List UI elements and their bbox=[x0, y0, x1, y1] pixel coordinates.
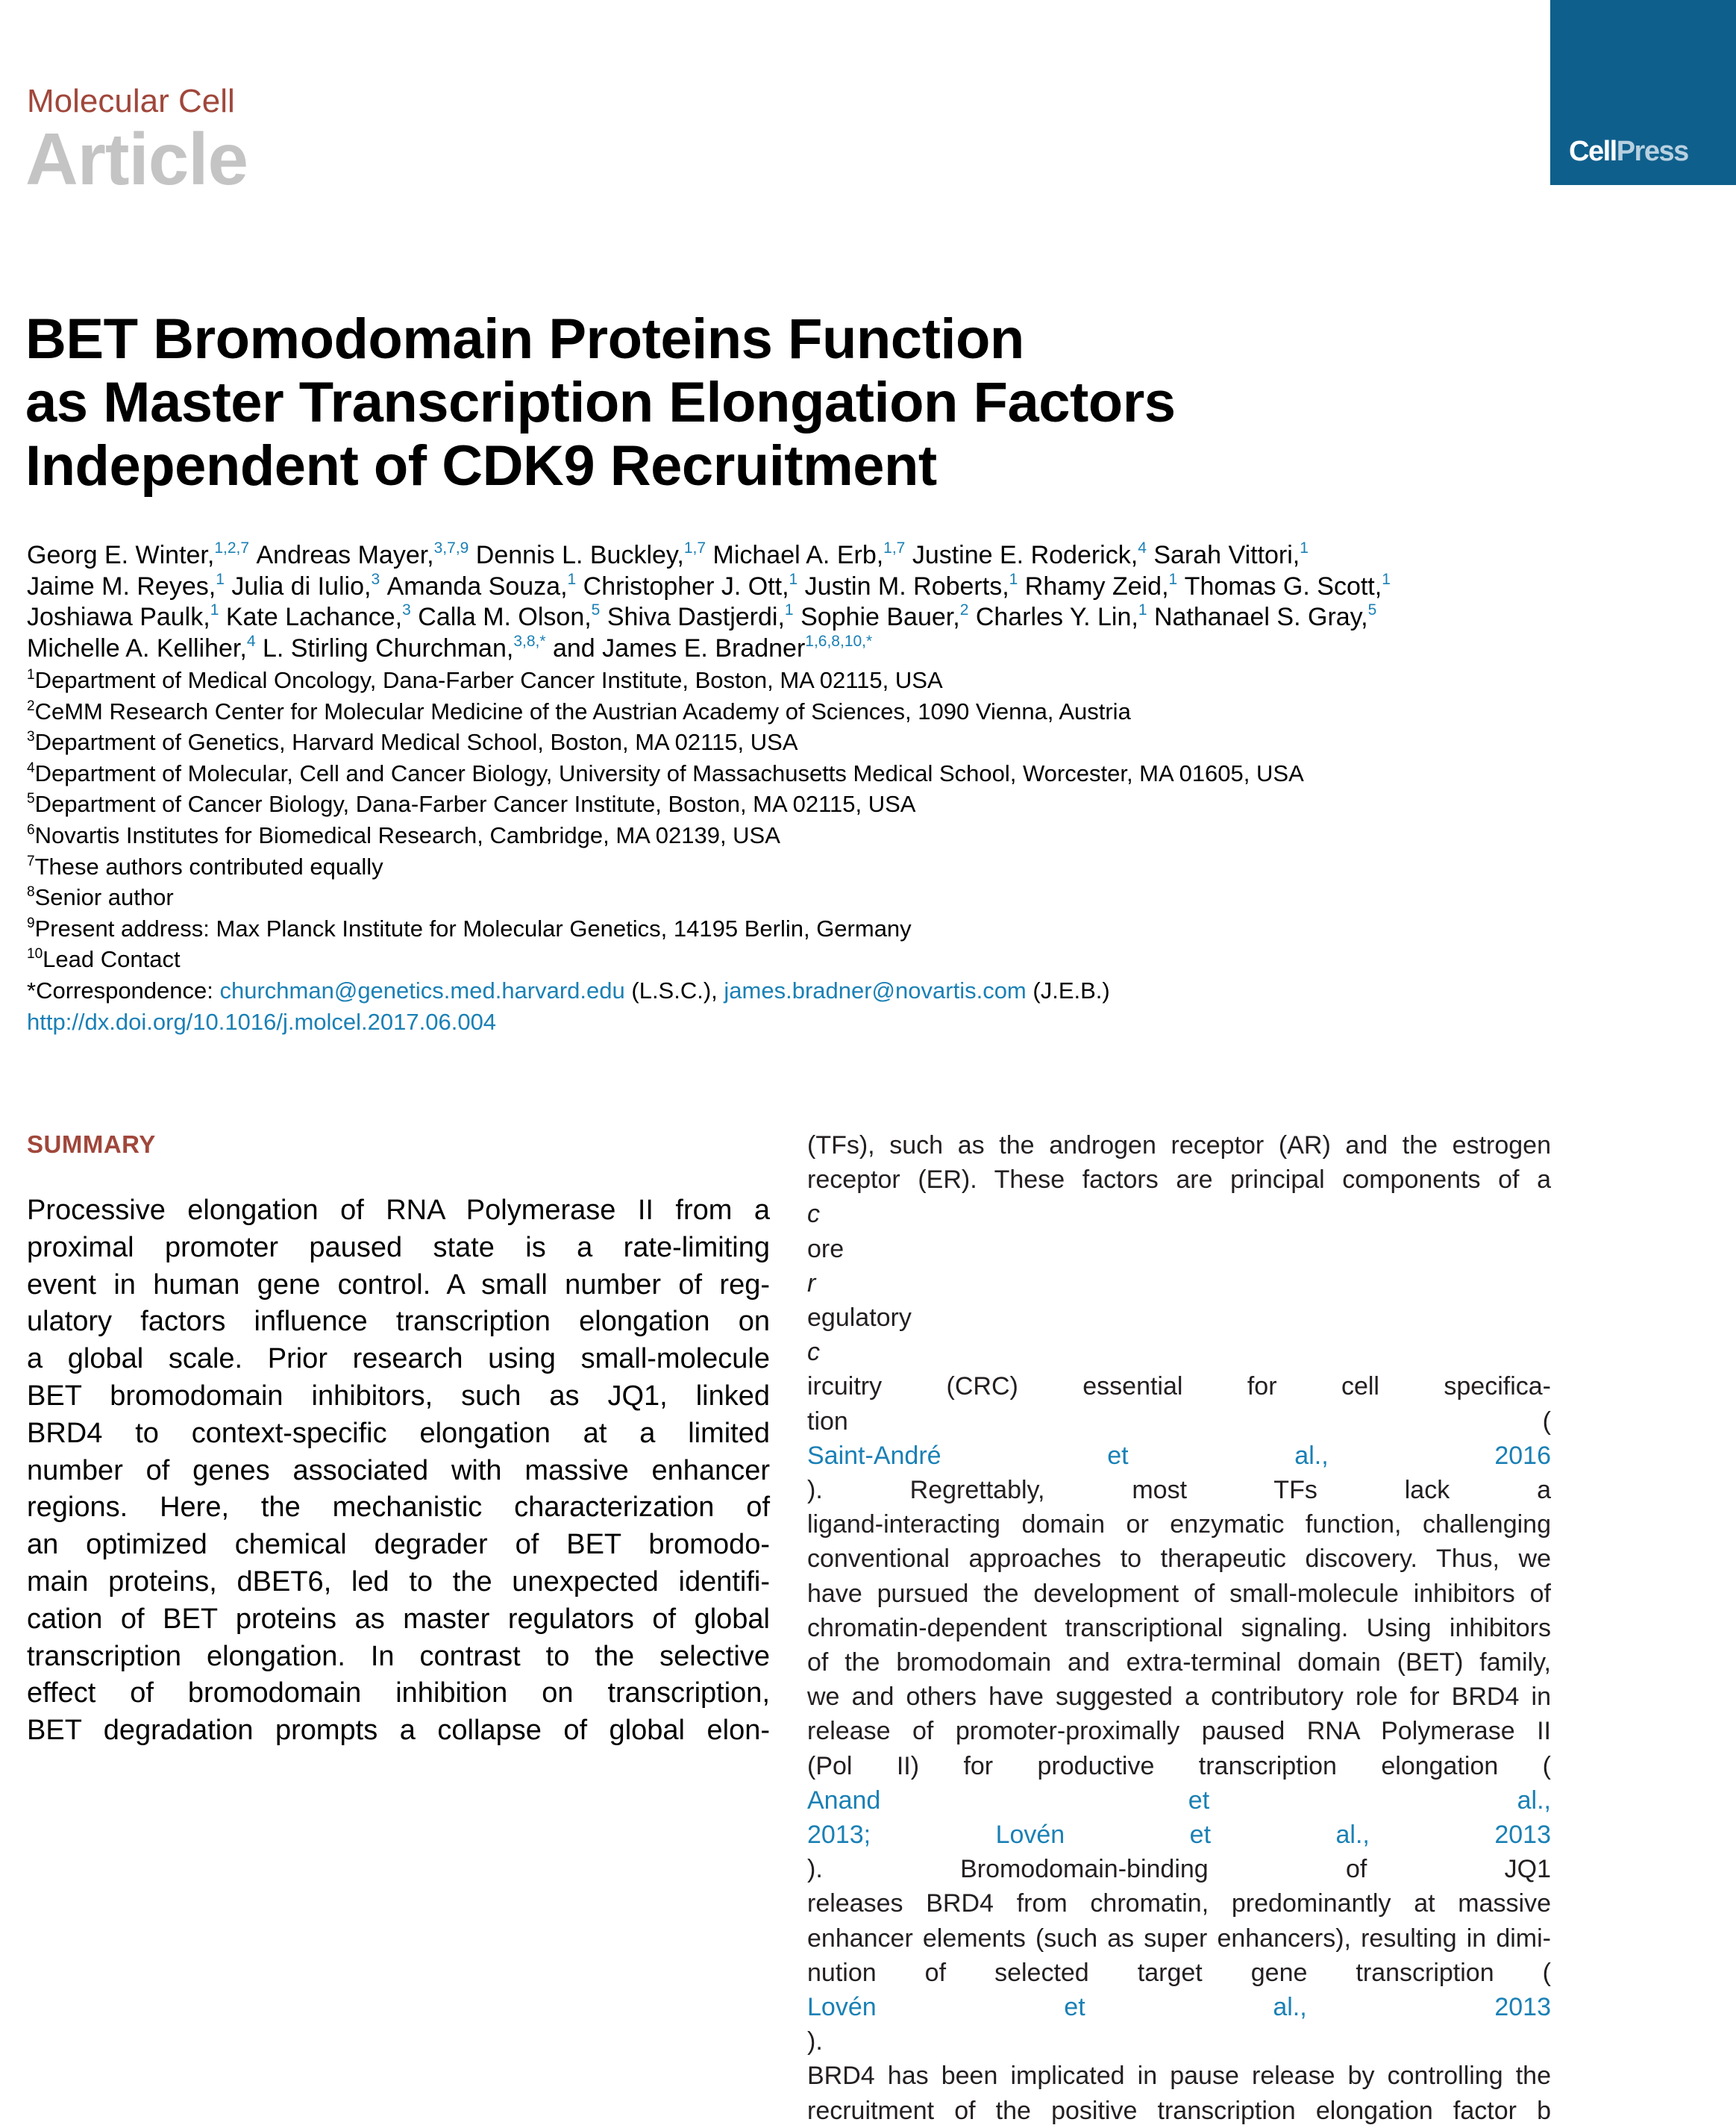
author-line bbox=[27, 572, 1564, 603]
author-name[interactable]: Sarah Vittori, bbox=[1153, 541, 1300, 569]
affiliation bbox=[27, 758, 1304, 789]
citation-link[interactable]: 2013; Lovén et al., 2013 bbox=[807, 1821, 1551, 1850]
body-text: of the bromodomain and extra-terminal domain (BET) family, bbox=[807, 1648, 1551, 1677]
publisher-logo-box[interactable] bbox=[1550, 0, 1736, 185]
author-name[interactable]: Calla M. Olson, bbox=[418, 603, 592, 631]
body-line bbox=[807, 2094, 1551, 2128]
author-affil-ref[interactable]: 1 bbox=[216, 570, 225, 588]
body-text: ircuitry (CRC) essential for cell specifica- bbox=[807, 1372, 1551, 1401]
affiliation-number: 9 bbox=[27, 915, 35, 931]
author-name[interactable]: Christopher J. Ott, bbox=[583, 572, 789, 601]
body-text: ). bbox=[807, 2027, 823, 2056]
body-text: chromatin-dependent transcriptional signaling. Using inhibitors bbox=[807, 1613, 1551, 1642]
author-affil-ref[interactable]: 3 bbox=[371, 570, 380, 588]
affiliation bbox=[27, 727, 1304, 758]
body-text: r bbox=[807, 1268, 816, 1298]
author-name[interactable]: Julia di Iulio, bbox=[231, 572, 372, 601]
affiliation-number: 6 bbox=[27, 822, 35, 838]
summary-line: proximal promoter paused state is a rate-limiting bbox=[27, 1231, 770, 1263]
author-affil-ref[interactable]: 4 bbox=[246, 632, 256, 650]
author-affil-ref[interactable]: 1 bbox=[1138, 601, 1147, 619]
body-line bbox=[807, 1645, 1551, 1680]
body-line bbox=[807, 1404, 1551, 1508]
correspondence bbox=[27, 975, 1304, 1007]
publisher-logo-cell: Cell bbox=[1569, 136, 1617, 167]
affiliation bbox=[27, 820, 1304, 851]
body-line bbox=[807, 2059, 1551, 2093]
summary-line: ulatory factors influence transcription elongation on bbox=[27, 1306, 770, 1338]
author-affil-ref[interactable]: 3,7,9 bbox=[433, 539, 469, 557]
author-line bbox=[27, 602, 1564, 633]
summary-line: cation of BET proteins as master regulators of global bbox=[27, 1603, 770, 1635]
author-affil-ref[interactable]: 3,8,* bbox=[513, 632, 546, 650]
title-line: Independent of CDK9 Recruitment bbox=[25, 434, 937, 498]
author-affil-ref[interactable]: 1,7 bbox=[683, 539, 706, 557]
author-affil-ref[interactable]: 4 bbox=[1138, 539, 1147, 557]
article-type: Article bbox=[25, 118, 248, 200]
author-name[interactable]: Jaime M. Reyes, bbox=[27, 572, 216, 601]
summary-line: an optimized chemical degrader of BET bromodo- bbox=[27, 1529, 770, 1561]
publisher-logo bbox=[1569, 137, 1688, 166]
affiliation bbox=[27, 851, 1304, 883]
summary-line: BET bromodomain inhibitors, such as JQ1, linked bbox=[27, 1380, 770, 1412]
author-affil-ref[interactable]: 1 bbox=[784, 601, 794, 619]
author-affil-ref[interactable]: 1,2,7 bbox=[214, 539, 250, 557]
author-name[interactable]: Andreas Mayer, bbox=[256, 541, 434, 569]
affiliation-text: Department of Genetics, Harvard Medical School, Boston, MA 02115, USA bbox=[34, 729, 798, 756]
affiliation-text: Lead Contact bbox=[43, 946, 181, 973]
author-affil-ref[interactable]: 1 bbox=[210, 601, 219, 619]
body-line bbox=[807, 1128, 1551, 1162]
author-name[interactable]: Dennis L. Buckley, bbox=[475, 541, 684, 569]
body-text: nution of selected target gene transcription ( bbox=[807, 1958, 1551, 1987]
body-text: recruitment of the positive transcription elongation factor b bbox=[807, 2096, 1551, 2125]
summary-line: event in human gene control. A small number of reg- bbox=[27, 1268, 770, 1301]
affiliation-text: These authors contributed equally bbox=[34, 853, 383, 880]
affiliation-text: Department of Medical Oncology, Dana-Farber Cancer Institute, Boston, MA 02115, USA bbox=[34, 667, 943, 693]
affiliation-text: Present address: Max Planck Institute for Molecular Genetics, 14195 Berlin, Germany bbox=[34, 915, 912, 942]
summary-line: Processive elongation of RNA Polymerase II from a bbox=[27, 1195, 770, 1226]
author-name[interactable]: L. Stirling Churchman, bbox=[262, 633, 514, 663]
correspondence-initials: (L.S.C.), bbox=[624, 977, 724, 1004]
introduction-text bbox=[807, 1128, 1551, 2128]
affiliation bbox=[27, 882, 1304, 913]
body-text: we and others have suggested a contributory role for BRD4 in bbox=[807, 1683, 1551, 1712]
affiliation-number: 3 bbox=[27, 729, 35, 745]
affiliation bbox=[27, 944, 1304, 975]
author-affil-ref[interactable]: 1 bbox=[1009, 570, 1018, 588]
body-line bbox=[807, 1680, 1551, 1714]
email-link[interactable]: james.bradner@novartis.com bbox=[724, 977, 1027, 1004]
title-line: as Master Transcription Elongation Factors bbox=[25, 371, 1176, 434]
body-line bbox=[807, 1818, 1551, 1886]
affiliation bbox=[27, 665, 1304, 696]
author-name[interactable]: Sophie Bauer, bbox=[800, 603, 960, 631]
affiliation-number: 5 bbox=[27, 791, 35, 807]
author-name[interactable]: Justine E. Roderick, bbox=[912, 541, 1138, 569]
publisher-logo-press: Press bbox=[1616, 136, 1688, 167]
body-line bbox=[807, 1611, 1551, 1645]
summary-line: number of genes associated with massive enhancer bbox=[27, 1454, 770, 1486]
summary-line: BET degradation prompts a collapse of global elon- bbox=[27, 1715, 770, 1747]
author-affil-ref[interactable]: 1 bbox=[1382, 570, 1391, 588]
body-line bbox=[807, 1577, 1551, 1611]
body-text: conventional approaches to therapeutic discovery. Thus, we bbox=[807, 1545, 1551, 1574]
summary-line: main proteins, dBET6, led to the unexpected identifi- bbox=[27, 1565, 770, 1597]
affiliation-text: Department of Molecular, Cell and Cancer Biology, University of Massachusetts Medical School, Worcester, MA 01605, USA bbox=[34, 760, 1304, 786]
body-text: ). Bromodomain-binding of JQ1 bbox=[807, 1855, 1551, 1884]
citation-link[interactable]: Lovén et al., 2013 bbox=[807, 1993, 1551, 2022]
body-text: c bbox=[807, 1200, 820, 1229]
correspondence-initials: (J.E.B.) bbox=[1026, 977, 1110, 1004]
affiliation-number: 7 bbox=[27, 853, 35, 869]
body-line bbox=[807, 1921, 1551, 1956]
body-text: (Pol II) for productive transcription elongation ( bbox=[807, 1751, 1551, 1780]
author-affil-ref[interactable]: 1,7 bbox=[883, 539, 906, 557]
citation-link[interactable]: Saint-André et al., 2016 bbox=[807, 1441, 1551, 1470]
author-name[interactable]: Georg E. Winter, bbox=[27, 541, 215, 569]
author-affil-ref[interactable]: 1 bbox=[789, 570, 798, 588]
author-name[interactable]: Justin M. Roberts, bbox=[804, 572, 1009, 601]
author-name[interactable]: Kate Lachance, bbox=[225, 603, 403, 631]
author-name[interactable]: Charles Y. Lin, bbox=[975, 603, 1138, 631]
affiliation-text: Senior author bbox=[34, 884, 174, 911]
summary-line: transcription elongation. In contrast to the selective bbox=[27, 1640, 770, 1672]
affiliation-number: 10 bbox=[27, 946, 43, 963]
body-line bbox=[807, 1507, 1551, 1542]
body-text: release of promoter-proximally paused RNA Polymerase II bbox=[807, 1717, 1551, 1746]
body-text: releases BRD4 from chromatin, predominantly at massive bbox=[807, 1889, 1551, 1918]
body-line bbox=[807, 1542, 1551, 1576]
author-name[interactable]: Nathanael S. Gray, bbox=[1153, 603, 1368, 631]
body-line bbox=[807, 1886, 1551, 1921]
author-affil-ref[interactable]: 1,6,8,10,* bbox=[805, 632, 873, 650]
body-line bbox=[807, 1197, 1551, 1403]
author-affil-ref[interactable]: 5 bbox=[1367, 601, 1377, 619]
author-affil-ref[interactable]: 3 bbox=[402, 601, 411, 619]
author-affil-ref[interactable]: 2 bbox=[959, 601, 969, 619]
body-line bbox=[807, 1749, 1551, 1818]
affiliation bbox=[27, 696, 1304, 727]
body-text: egulatory bbox=[807, 1304, 912, 1333]
body-text: c bbox=[807, 1338, 820, 1367]
affiliation-number: 2 bbox=[27, 698, 35, 714]
author-affil-ref[interactable]: 5 bbox=[591, 601, 601, 619]
summary-line: a global scale. Prior research using small-molecule bbox=[27, 1343, 770, 1375]
affiliation bbox=[27, 789, 1304, 820]
author-affil-ref[interactable]: 1 bbox=[1300, 539, 1309, 557]
affiliation-list bbox=[27, 665, 1304, 1037]
body-text: (TFs), such as the androgen receptor (AR) and the estrogen bbox=[807, 1131, 1551, 1160]
doi-link[interactable]: http://dx.doi.org/10.1016/j.molcel.2017.06.004 bbox=[27, 1008, 497, 1035]
author-name[interactable]: Amanda Souza, bbox=[386, 572, 568, 601]
article-title bbox=[25, 307, 1176, 498]
body-text: ore bbox=[807, 1234, 845, 1263]
author-name[interactable]: Joshiawa Paulk, bbox=[27, 603, 210, 631]
affiliation-text: Novartis Institutes for Biomedical Research, Cambridge, MA 02139, USA bbox=[34, 822, 780, 848]
affiliation-number: 8 bbox=[27, 884, 35, 901]
affiliation-number: 1 bbox=[27, 667, 35, 683]
author-line bbox=[27, 540, 1564, 572]
author-name[interactable]: Thomas G. Scott, bbox=[1184, 572, 1382, 601]
affiliation-text: Department of Cancer Biology, Dana-Farber Cancer Institute, Boston, MA 02115, USA bbox=[34, 791, 916, 818]
citation-link[interactable]: Anand et al., bbox=[807, 1786, 1551, 1815]
author-name[interactable]: Michael A. Erb, bbox=[712, 541, 884, 569]
author-list bbox=[27, 540, 1564, 664]
body-line bbox=[807, 1714, 1551, 1748]
author-name[interactable]: and James E. Bradner bbox=[552, 633, 806, 663]
summary-text bbox=[27, 1192, 770, 1750]
body-text: enhancer elements (such as super enhancers), resulting in dimi- bbox=[807, 1924, 1551, 1953]
email-link[interactable]: churchman@genetics.med.harvard.edu bbox=[219, 977, 625, 1004]
affiliation-text: CeMM Research Center for Molecular Medicine of the Austrian Academy of Sciences, 1090 Vienna, Austria bbox=[34, 698, 1131, 725]
author-affil-ref[interactable]: 1 bbox=[1168, 570, 1178, 588]
summary-line: effect of bromodomain inhibition on transcription, bbox=[27, 1677, 770, 1709]
correspondence-label: *Correspondence: bbox=[27, 977, 220, 1004]
body-text: have pursued the development of small-molecule inhibitors of bbox=[807, 1579, 1551, 1608]
affiliation-number: 4 bbox=[27, 760, 35, 776]
body-line bbox=[807, 1956, 1551, 2059]
body-text: ). Regrettably, most TFs lack a bbox=[807, 1476, 1551, 1505]
title-line: BET Bromodomain Proteins Function bbox=[25, 307, 1024, 371]
author-affil-ref[interactable]: 1 bbox=[567, 570, 577, 588]
summary-heading: SUMMARY bbox=[27, 1130, 156, 1158]
summary-line: regions. Here, the mechanistic characterization of bbox=[27, 1492, 770, 1524]
body-text: receptor (ER). These factors are principal components of a bbox=[807, 1165, 1551, 1195]
body-line bbox=[807, 1162, 1551, 1197]
author-name[interactable]: Michelle A. Kelliher, bbox=[27, 633, 247, 663]
author-line bbox=[27, 633, 1564, 665]
body-text: tion ( bbox=[807, 1406, 1551, 1436]
body-text: BRD4 has been implicated in pause release by controlling the bbox=[807, 2062, 1551, 2091]
journal-name: Molecular Cell bbox=[27, 83, 235, 119]
summary-line: BRD4 to context-specific elongation at a limited bbox=[27, 1417, 770, 1449]
author-name[interactable]: Rhamy Zeid, bbox=[1024, 572, 1169, 601]
body-text: ligand-interacting domain or enzymatic function, challenging bbox=[807, 1510, 1551, 1539]
affiliation bbox=[27, 913, 1304, 945]
author-name[interactable]: Shiva Dastjerdi, bbox=[607, 603, 785, 631]
